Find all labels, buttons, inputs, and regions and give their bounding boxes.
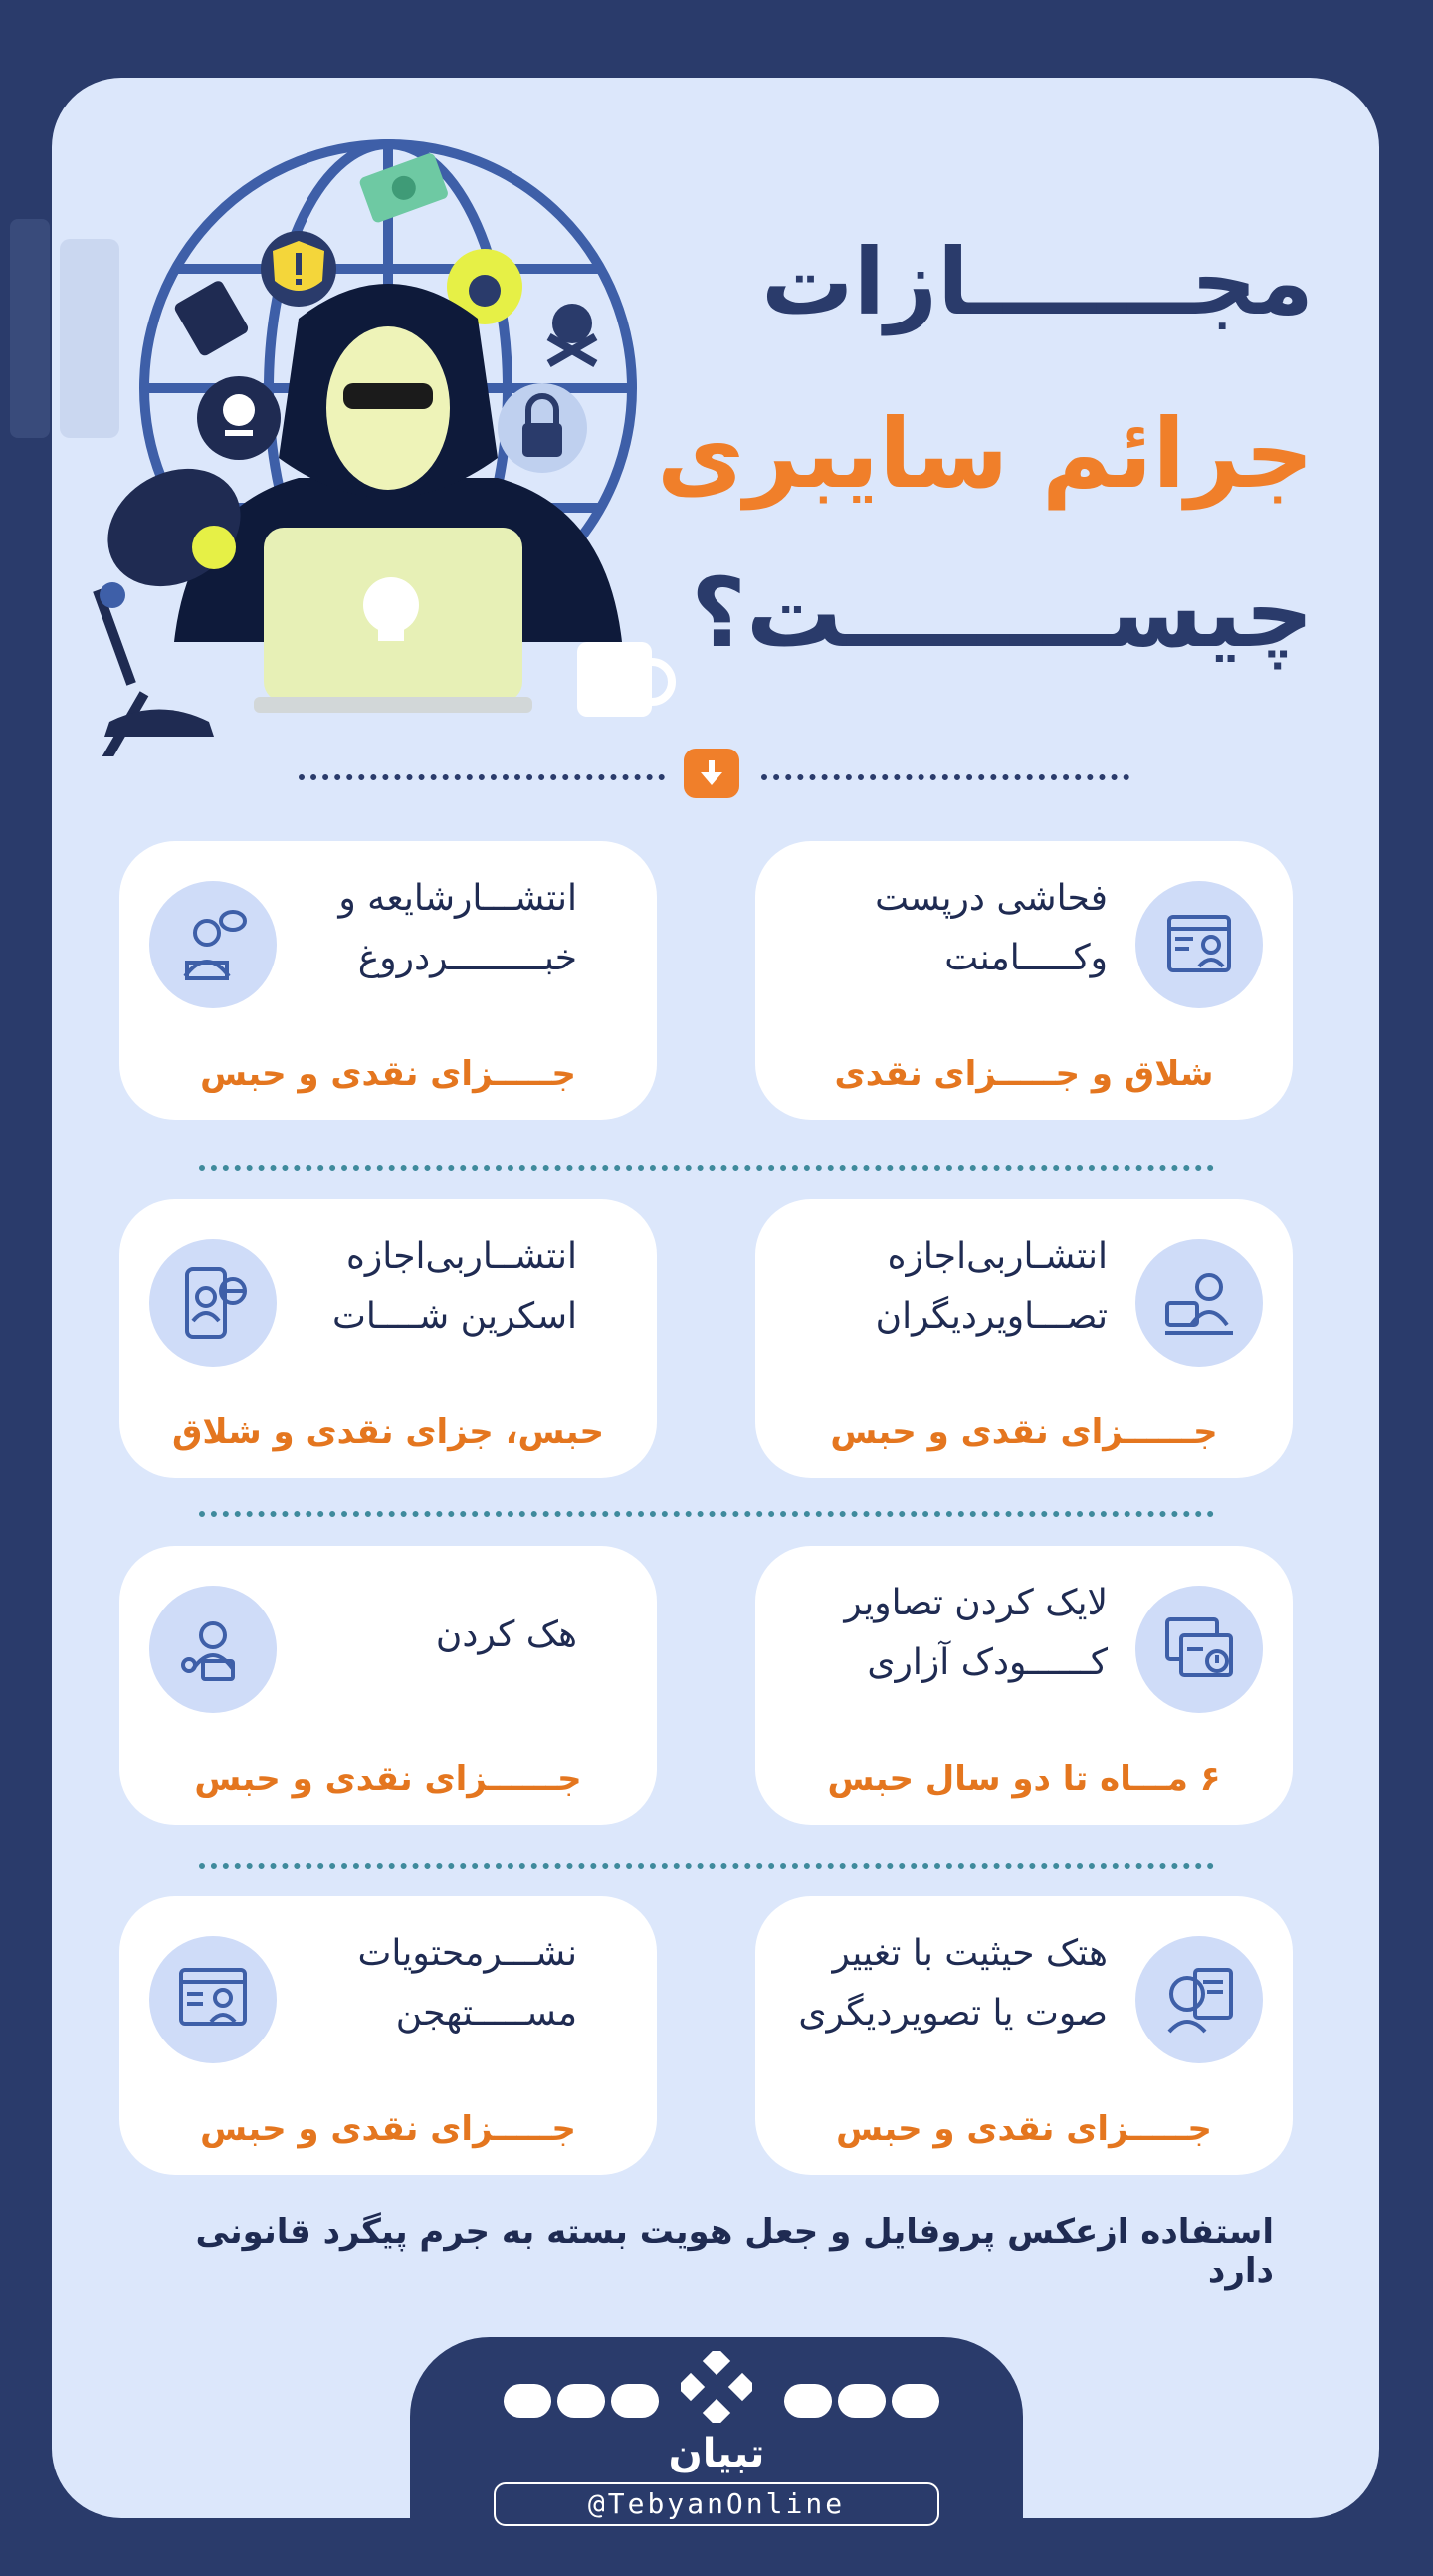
lock-icon	[498, 383, 587, 473]
youtube-icon[interactable]	[892, 2384, 939, 2418]
face-screen-icon	[1135, 1936, 1263, 2063]
hacker-illustration	[0, 119, 716, 756]
crime-title: هک کردن	[435, 1614, 577, 1655]
phone-globe-icon	[149, 1239, 277, 1367]
rumor-person-icon	[149, 881, 277, 1008]
hacker-laptop-icon	[149, 1586, 277, 1713]
title-line-2: جرائم سایبری	[657, 398, 1314, 510]
crime-card	[755, 1199, 1293, 1478]
crime-title: هتک حیثیت با تغییر صوت یا تصویردیگری	[798, 1933, 1108, 2034]
money-icon	[358, 152, 450, 224]
crime-title: لایک کردن تصاویر کــــــودک آزاری	[844, 1583, 1108, 1683]
social-handle[interactable]: @TebyanOnline	[494, 2482, 939, 2526]
title-line-3: چیســــــــت؟	[691, 557, 1314, 669]
comment-screen-icon	[1135, 881, 1263, 1008]
crime-penalty: جـــــزای نقدی و حبس	[200, 2109, 576, 2149]
laptop-icon	[254, 528, 532, 713]
instagram-icon[interactable]	[504, 2384, 551, 2418]
user-at-desk-icon	[1135, 1239, 1263, 1367]
crime-penalty: ۶ مـــاه تا دو سال حبس	[827, 1759, 1221, 1799]
mug-icon	[577, 642, 672, 717]
crime-penalty: جـــــزای نقدی و حبس	[200, 1054, 576, 1094]
shield-warning-icon	[261, 231, 336, 307]
crime-card	[119, 1546, 657, 1825]
crime-card	[119, 841, 657, 1120]
divider-dots	[199, 1863, 1214, 1869]
twitter-icon[interactable]	[838, 2384, 886, 2418]
aparat-icon[interactable]	[557, 2384, 605, 2418]
brand-name: تبیان	[668, 2431, 765, 2476]
crime-card	[119, 1896, 657, 2175]
eitaa-icon[interactable]	[611, 2384, 659, 2418]
title-line-1: مجـــــــازات	[761, 229, 1314, 335]
warning-window-icon	[1135, 1586, 1263, 1713]
crime-title: انتشــاربی‌اجازه اسکرین شــــات	[332, 1236, 577, 1337]
tebyan-logo-icon	[681, 2351, 752, 2423]
divider-dots	[761, 774, 1129, 780]
crime-card	[755, 841, 1293, 1120]
divider-dots	[199, 1511, 1214, 1517]
crime-card	[755, 1546, 1293, 1825]
crime-penalty: حبس، جزای نقدی و شلاق	[172, 1412, 604, 1452]
telegram-icon[interactable]	[784, 2384, 832, 2418]
skull-crossbones-icon	[547, 304, 598, 367]
crime-title: انتشـــارشایعه و خبـــــــــردروغ	[338, 878, 577, 978]
scroll-down-button[interactable]	[684, 749, 739, 798]
crime-penalty: شلاق و جـــــزای نقدی	[834, 1054, 1214, 1094]
crime-title: انتشـاربی‌اجازه تصـــاویردیگران	[875, 1236, 1108, 1337]
book-icon	[173, 279, 251, 357]
crime-penalty: جــــــزای نقدی و حبس	[830, 1412, 1218, 1452]
crime-penalty: جــــــزای نقدی و حبس	[194, 1759, 582, 1799]
divider-dots	[299, 774, 665, 780]
crime-penalty: جـــــزای نقدی و حبس	[836, 2109, 1212, 2149]
crime-card	[119, 1199, 657, 1478]
divider-dots	[199, 1165, 1214, 1171]
crime-title: فحاشی درپست وکـــــامنت	[875, 878, 1108, 978]
footnote: استفاده ازعکس پروفایل و جعل هویت بسته به جرم پیگرد قانونی دارد	[195, 2212, 1274, 2291]
crime-title: نشـــرمحتویات مســـــتهجن	[357, 1933, 577, 2034]
content-browser-icon	[149, 1936, 277, 2063]
skull-badge-icon	[197, 376, 281, 460]
crime-card	[755, 1896, 1293, 2175]
arrow-down-icon	[699, 758, 724, 788]
